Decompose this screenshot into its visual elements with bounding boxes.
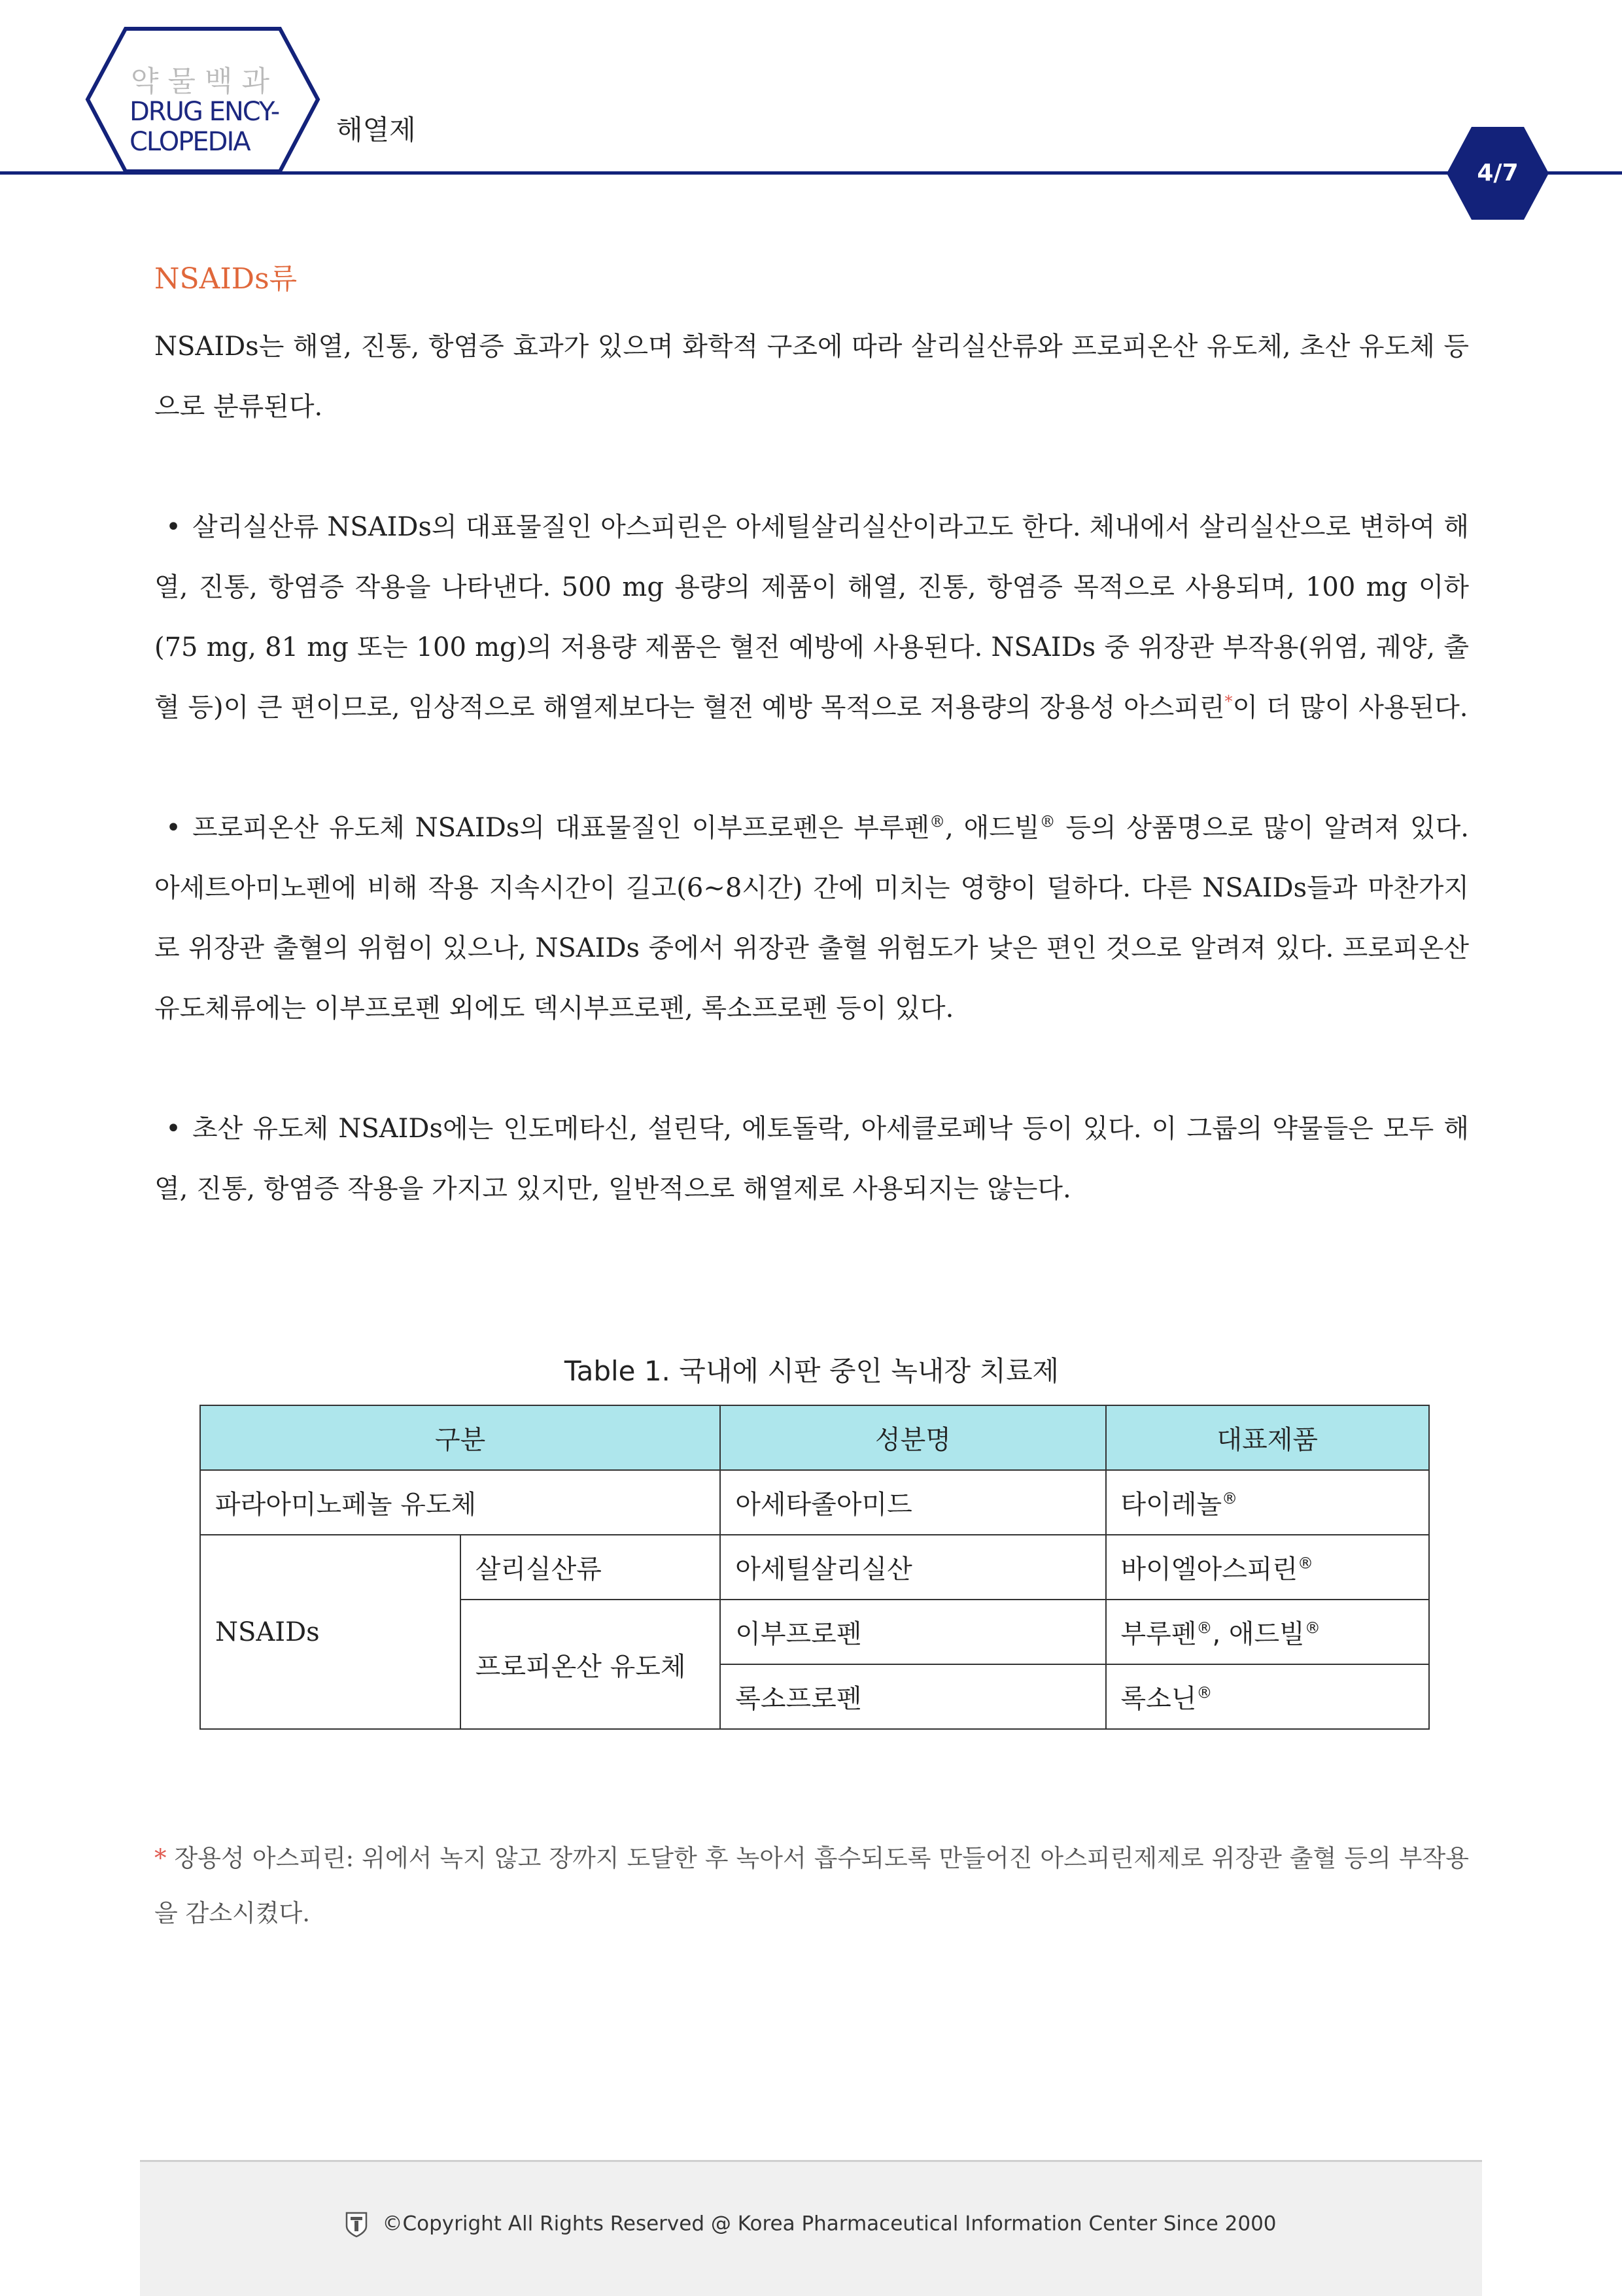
page-number: 4/7 xyxy=(1477,160,1519,186)
table-caption: Table 1. 국내에 시판 중인 녹내장 치료제 xyxy=(564,1355,1060,1387)
section-title: 해열제 xyxy=(336,114,416,146)
section-heading: NSAIDs류 xyxy=(154,262,298,296)
table-row xyxy=(200,1470,1429,1535)
bullet-mark: • xyxy=(165,512,181,542)
bullet-mark: • xyxy=(165,813,181,843)
copyright-text: ©Copyright All Rights Reserved @ Korea Pharmaceutical Information Center Since 2000 xyxy=(382,2212,1277,2236)
cell-ingredient: 아세틸살리실산 xyxy=(720,1535,1105,1600)
logo-korean-text: 약물백과 xyxy=(131,65,279,98)
header-product: 대표제품 xyxy=(1106,1405,1429,1470)
bullet-acetic: • 초산 유도체 NSAIDs에는 인도메타신, 설린닥, 에토돌락, 아세클로페낙 등이 있다. 이 그룹의 약물들은 모두 해열, 진통, 항염증 작용을 가지고 있지만, 일반적으로 해열제로 사용되지는 않는다. xyxy=(154,1099,1469,1219)
page-number-badge xyxy=(1445,126,1550,221)
bullet-salicylates: • 살리실산류 NSAIDs의 대표물질인 아스피린은 아세틸살리실산이라고도 한다. 체내에서 살리실산으로 변하여 해열, 진통, 항염증 작용을 나타낸다. 500 mg 용량의 제품이 해열, 진통, 항염증 목적으로 사용되며, 100 mg 이하(75 mg, 81 mg 또는 100 mg)의 저용량 제품은 혈전 예방에 사용된다. NSAIDs 중 위장관 부작용(위염, 궤양, 출혈 등)이 큰 편이므로, 임상적으로 해열제보다는 혈전 예방 목적으로 저용량의 장용성 아스피린*이 더 많이 사용된다. xyxy=(154,497,1469,738)
header-category: 구분 xyxy=(200,1405,720,1470)
cell-ingredient: 아세타졸아미드 xyxy=(720,1470,1105,1535)
drug-table xyxy=(199,1405,1430,1730)
cell-product: 바이엘아스피린® xyxy=(1106,1535,1429,1600)
intro-paragraph: NSAIDs는 해열, 진통, 항염증 효과가 있으며 화학적 구조에 따라 살리실산류와 프로피온산 유도체, 초산 유도체 등으로 분류된다. xyxy=(154,332,1469,422)
footnote: * 장용성 아스피린: 위에서 녹지 않고 장까지 도달한 후 녹아서 흡수되도록 만들어진 아스피린제제로 위장관 출혈 등의 부작용을 감소시켰다. xyxy=(154,1844,1469,1927)
cell-product: 록소닌® xyxy=(1106,1664,1429,1729)
cell-nsaids: NSAIDs xyxy=(200,1535,460,1729)
cell-ingredient: 록소프로펜 xyxy=(720,1664,1105,1729)
footnote-marker: * xyxy=(1224,692,1233,711)
page-footer xyxy=(140,2160,1482,2296)
footnote-star: * xyxy=(154,1844,167,1872)
article-body xyxy=(154,255,1469,1219)
registered-mark: ® xyxy=(1039,812,1056,831)
cell-subcategory: 살리실산류 xyxy=(460,1535,721,1600)
logo-english-text: DRUG ENCY- CLOPEDIA xyxy=(129,97,279,157)
bullet-propionic: • 프로피온산 유도체 NSAIDs의 대표물질인 이부프로펜은 부루펜®, 애드빌® 등의 상품명으로 많이 알려져 있다. 아세트아미노펜에 비해 작용 지속시간이 길고(6~8시간) 간에 미치는 영향이 덜하다. 다른 NSAIDs들과 마찬가지로 위장관 출혈의 위험이 있으나, NSAIDs 중에서 위장관 출혈 위험도가 낮은 편인 것으로 알려져 있다. 프로피온산 유도체류에는 이부프로펜 외에도 덱시부프로펜, 록소프로펜 등이 있다. xyxy=(154,798,1469,1038)
cell-category: 파라아미노페놀 유도체 xyxy=(200,1470,720,1535)
bullet-mark: • xyxy=(165,1114,181,1144)
kpic-emblem-icon xyxy=(345,2212,368,2238)
cell-product: 타이레놀® xyxy=(1106,1470,1429,1535)
cell-subcategory: 프로피온산 유도체 xyxy=(460,1600,721,1729)
registered-mark: ® xyxy=(929,812,946,831)
table-row xyxy=(200,1535,1429,1600)
cell-ingredient: 이부프로펜 xyxy=(720,1600,1105,1664)
drug-encyclopedia-logo xyxy=(85,26,320,175)
table-header-row xyxy=(200,1405,1429,1470)
cell-product: 부루펜®, 애드빌® xyxy=(1106,1600,1429,1664)
header-ingredient: 성분명 xyxy=(720,1405,1105,1470)
